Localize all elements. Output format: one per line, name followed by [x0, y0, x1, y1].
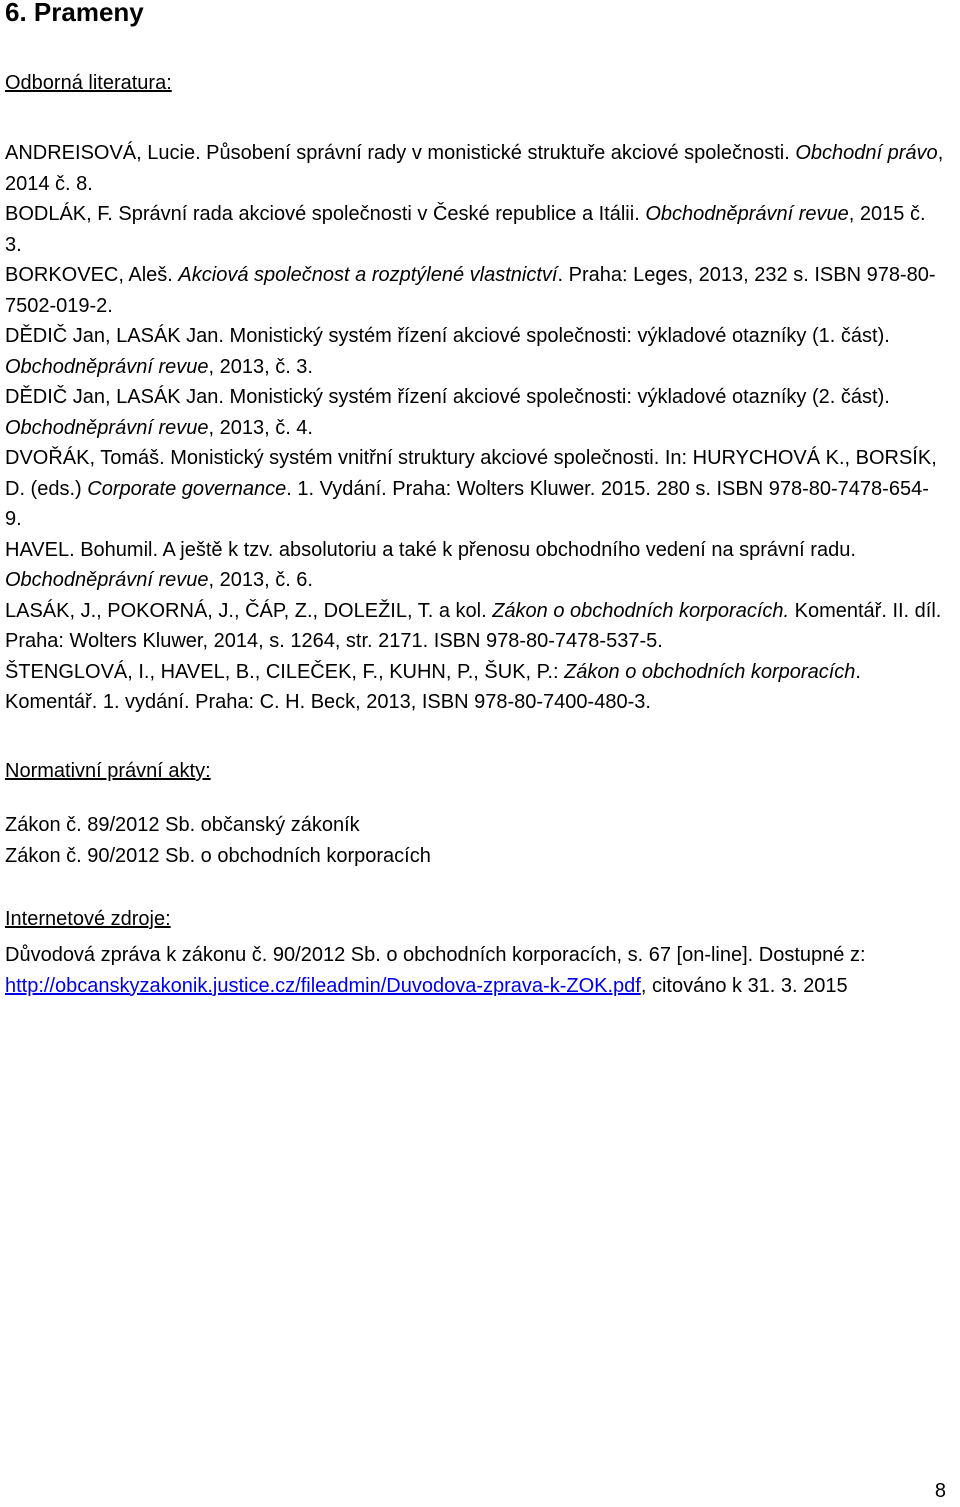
list-item: DĚDIČ Jan, LASÁK Jan. Monistický systém řízení akciové společnosti: výkladové otazníky (2. část). Obchodněprávní revue, 2013, č. 4. [5, 386, 890, 439]
list-item: Důvodová zpráva k zákonu č. 90/2012 Sb. o obchodních korporacích, s. 67 [on-line]. Dostupné z: http://obcanskyzakonik.justice.cz/fileadmin/Duvodova-zprava-k-ZOK.pdf, citováno k 31. 3. 2015 [5, 944, 866, 997]
normative-heading: Normativní právní akty: [5, 760, 211, 782]
list-item: BORKOVEC, Aleš. Akciová společnost a rozptýlené vlastnictví. Praha: Leges, 2013, 232 s. ISBN 978-80-7502-019-2. [5, 264, 936, 317]
normative-list [5, 810, 945, 871]
list-item: Zákon č. 90/2012 Sb. o obchodních korporacích [5, 844, 431, 867]
list-item: DVOŘÁK, Tomáš. Monistický systém vnitřní struktury akciové společnosti. In: HURYCHOVÁ K., BORSÍK, D. (eds.) Corporate governance. 1. Vydání. Praha: Wolters Kluwer. 2015. 280 s. ISBN 978-80-7478-654-9. [5, 447, 937, 530]
list-item: Zákon č. 89/2012 Sb. občanský zákoník [5, 814, 360, 836]
list-item: DĚDIČ Jan, LASÁK Jan. Monistický systém řízení akciové společnosti: výkladové otazníky (1. část). Obchodněprávní revue, 2013, č. 3. [5, 325, 890, 378]
list-item: LASÁK, J., POKORNÁ, J., ČÁP, Z., DOLEŽIL, T. a kol. Zákon o obchodních korporacích. Komentář. II. díl. Praha: Wolters Kluwer, 2014, s. 1264, str. 2171. ISBN 978-80-7478-537-5. [5, 599, 942, 652]
list-item: BODLÁK, F. Správní rada akciové společnosti v České republice a Itálii. Obchodněprávní revue, 2015 č. 3. [5, 203, 926, 256]
literature-list [5, 138, 945, 718]
list-item: HAVEL. Bohumil. A ještě k tzv. absolutoriu a také k přenosu obchodního vedení na správní radu. Obchodněprávní revue, 2013, č. 6. [5, 538, 856, 591]
list-item: ANDREISOVÁ, Lucie. Působení správní rady v monistické struktuře akciové společnosti. Obchodní právo, 2014 č. 8. [5, 142, 944, 195]
internet-heading: Internetové zdroje: [5, 908, 171, 930]
chapter-title: 6. Prameny [5, 0, 144, 27]
source-link[interactable]: http://obcanskyzakonik.justice.cz/fileadmin/Duvodova-zprava-k-ZOK.pdf [5, 974, 641, 997]
list-item: ŠTENGLOVÁ, I., HAVEL, B., CILEČEK, F., KUHN, P., ŠUK, P.: Zákon o obchodních korporacích. Komentář. 1. vydání. Praha: C. H. Beck, 2013, ISBN 978-80-7400-480-3. [5, 660, 861, 713]
internet-list [5, 940, 945, 1001]
page-number: 8 [934, 1480, 946, 1502]
literature-heading: Odborná literatura: [5, 72, 172, 94]
